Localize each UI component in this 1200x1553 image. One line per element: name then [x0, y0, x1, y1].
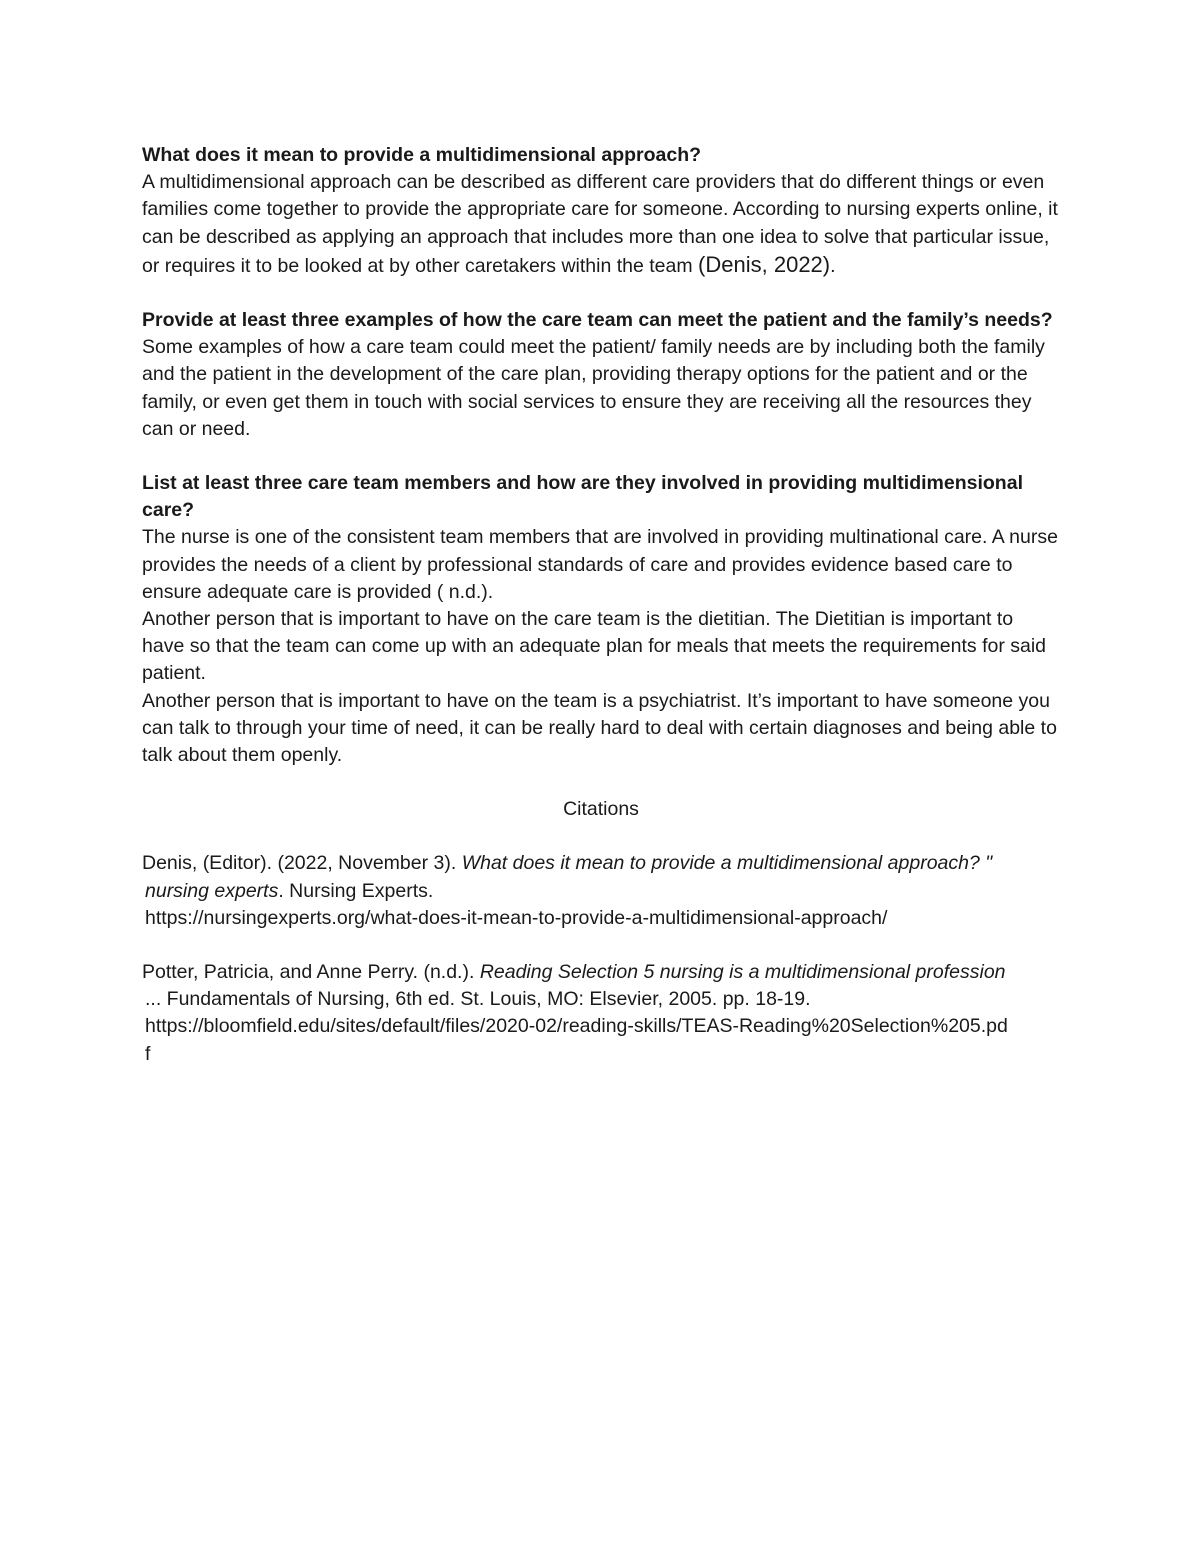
citation-entry-1: [142, 850, 1060, 932]
citation-1-url[interactable]: https://nursingexperts.org/what-does-it-mean-to-provide-a-multidimensional-approach/: [145, 906, 888, 929]
citation-2-url[interactable]: https://bloomfield.edu/sites/default/files/2020-02/reading-skills/TEAS-Reading%20Selection%205.pd: [145, 1015, 1008, 1038]
answer-3-paragraph-1: The nurse is one of the consistent team members that are involved in providing multinational care. A nurse provides the needs of a client by professional standards of care and provides evidence based care to ensure adequate care is provided ( n.d.).: [142, 526, 1058, 603]
citation-1-title: What does it mean to provide a multidimensional approach? ": [461, 852, 993, 875]
citation-2-title: Reading Selection 5 nursing is a multidimensional profession: [479, 961, 1006, 984]
question-1-heading: What does it mean to provide a multidimensional approach?: [142, 144, 702, 166]
document-page: [142, 142, 1060, 1068]
citation-entry-2: [142, 959, 1060, 1068]
answer-3-paragraph-3: Another person that is important to have on the team is a psychiatrist. It’s important to have someone you can talk to through your time of need, it can be really hard to deal with certain diagnoses and being able to talk about them openly.: [142, 689, 1057, 767]
question-2-heading: Provide at least three examples of how the care team can meet the patient and the family’s needs?: [142, 309, 1053, 332]
citation-1-suffix: . Nursing Experts.: [278, 879, 434, 902]
answer-1-citation: (Denis, 2022): [698, 251, 831, 277]
citation-1-prefix: Denis, (Editor). (2022, November 3).: [142, 852, 462, 875]
citations-heading: Citations: [563, 798, 639, 821]
citation-2-url-end[interactable]: f: [145, 1042, 151, 1065]
answer-1-end: .: [830, 254, 836, 277]
citation-2-prefix: Potter, Patricia, and Anne Perry. (n.d.).: [142, 961, 480, 984]
citation-2-suffix: ... Fundamentals of Nursing, 6th ed. St. Louis, MO: Elsevier, 2005. pp. 18-19.: [145, 988, 811, 1011]
answer-2-paragraph: Some examples of how a care team could meet the patient/ family needs are by including both the family and the patient in the development of the care plan, providing therapy options for the patient and or the family, or even get them in touch with social services to ensure they are receiving all the resources they can or need.: [142, 336, 1045, 440]
citation-1-continuation: [142, 878, 1060, 905]
question-3-heading: List at least three care team members and how are they involved in providing multidimensional care?: [142, 472, 1023, 522]
answer-1-text: A multidimensional approach can be described as different care providers that do different things or even families come together to provide the appropriate care for someone. According to nursing experts online, it can be described as applying an approach that includes more than one idea to solve that particular issue, or requires it to be looked at by other caretakers within the team: [142, 171, 1058, 277]
answer-3-paragraph-2: Another person that is important to have on the care team is the dietitian. The Dietitian is important to have so that the team can come up with an adequate plan for meals that meets the requirements for said patient.: [142, 608, 1047, 685]
answer-1-paragraph: [142, 169, 1060, 280]
citation-1-title-b: nursing experts: [145, 879, 279, 902]
